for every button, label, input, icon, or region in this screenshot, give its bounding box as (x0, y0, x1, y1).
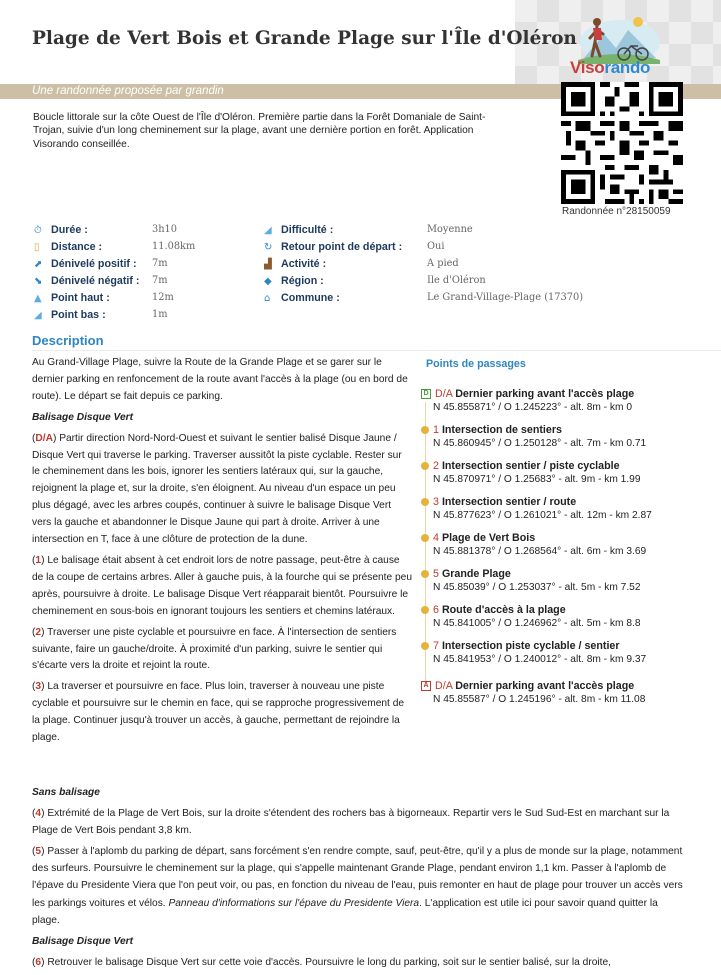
waypoint-dot-icon (421, 498, 429, 506)
info-label: Dénivelé négatif : (51, 275, 140, 287)
end-flag-icon: A (421, 681, 431, 691)
elevation-gain-icon: ⬈ (34, 259, 43, 270)
start-flag-icon: D (421, 389, 431, 399)
info-label: Dénivelé positif : (51, 258, 137, 270)
waypoint-coords: N 45.877623° / O 1.261021° - alt. 12m - km 2.87 (433, 510, 652, 521)
waypoint-coords: N 45.870971° / O 1.25683° - alt. 9m - km 1.99 (433, 474, 641, 485)
waypoint-coords: N 45.881378° / O 1.268564° - alt. 6m - km 3.69 (433, 546, 647, 557)
visorando-logo-wordmark: Visorando (570, 58, 651, 77)
waypoint-3: 3 Intersection sentier / route N 45.877623° / O 1.261021° - alt. 12m - km 2.87 (421, 496, 721, 523)
info-label: Durée : (51, 224, 88, 236)
waypoint-4: 4 Plage de Vert Bois N 45.881378° / O 1.268564° - alt. 6m - km 3.69 (421, 532, 721, 559)
info-label: Difficulté : (281, 224, 334, 236)
waypoint-dot-icon (421, 534, 429, 542)
description-paragraph: Au Grand-Village Plage, suivre la Route de la Grande Plage et se garer sur le dernier parking en renfoncement de la route avant l'accès à la plage (ou en bord de route). Le départ se fait depuis ce parking. (32, 357, 408, 402)
description-paragraph: (5) Passer à l'aplomb du parking de départ, sans forcément s'en rendre compte, sauf, peut-être, qu'il y a plus de monde sur la plage, notamment des surfeurs. Poursuivre le cheminement sur la plage, qui s'appelle maintenant Grande Plage, pendant environ 1,1 km. Passer à l'aplomb de l'épave du Presidente Viera que l'on peut voir, ou pas, en fonction du niveau de l'eau, puis remonter en haut de plage pour trouver un accès vers les parkings voitures et vélos. Panneau d'informations sur l'épave du Presidente Viera. L'application est utile ici pour savoir quand quitter la plage. (32, 846, 683, 926)
town-hall-icon: ⌂ (264, 293, 271, 304)
info-value: A pied (427, 258, 459, 269)
info-value: 3h10 (152, 224, 178, 235)
info-label: Commune : (281, 292, 340, 304)
info-value: Moyenne (427, 224, 473, 235)
description-continued (32, 784, 688, 975)
waypoint-start: D D/A Dernier parking avant l'accès plage N 45.855871° / O 1.245223° - alt. 8m - km 0 (421, 388, 721, 415)
waypoint-ref: 5 (35, 846, 42, 858)
marking-heading: Balisage Disque Vert (32, 411, 133, 423)
waypoint-coords: N 45.85587° / O 1.245196° - alt. 8m - km 11.08 (433, 694, 646, 705)
waypoint-coords: N 45.841005° / O 1.246962° - alt. 5m - km 8.8 (433, 618, 641, 629)
waypoint-dot-icon (421, 462, 429, 470)
region-map-icon: ◆ (264, 276, 272, 287)
waypoint-coords: N 45.85039° / O 1.253037° - alt. 5m - km 7.52 (433, 582, 641, 593)
info-value: Ile d'Oléron (427, 275, 486, 286)
waypoint-7: 7 Intersection piste cyclable / sentier N 45.841953° / O 1.240012° - alt. 8m - km 9.37 (421, 640, 721, 667)
info-value: 7m (152, 275, 168, 286)
description-column (32, 355, 412, 751)
distance-icon: ▯ (34, 242, 40, 253)
author-subtitle: Une randonnée proposée par grandin (32, 85, 224, 97)
description-paragraph: (1) Le balisage était absent à cet endroit lors de notre passage, peut-être à cause de la coupe de certains arbres. Aller à gauche puis, à la fourche qui se présente peu après, poursuivre à droite. Le balisage Disque Vert réapparait bientôt. Poursuivre le cheminement en sous-bois en ignorant toujours les sentiers et chemins latéraux. (32, 554, 413, 617)
info-label: Distance : (51, 241, 103, 253)
waypoint-dot-icon (421, 642, 429, 650)
marking-heading: Sans balisage (32, 787, 100, 798)
hiking-boot-icon: ▟ (264, 259, 272, 270)
waypoint-dot-icon (421, 426, 429, 434)
info-value: 12m (152, 292, 174, 303)
description-paragraph: (3) La traverser et poursuivre en face. Plus loin, traverser à nouveau une piste cyclable et poursuivre sur le chemin en face, qui se rapproche progressivement de la plage. Continuer jusqu'à trouver un accès, à gauche, permettant de rejoindre la plage. (32, 681, 405, 744)
waypoint-5: 5 Grande Plage N 45.85039° / O 1.253037° - alt. 5m - km 7.52 (421, 568, 721, 595)
hike-number: Randonnée n°28150059 (562, 206, 671, 217)
waypoint-ref: D/A (35, 432, 53, 444)
description-paragraph: (2) Traverser une piste cyclable et poursuivre en face. À l'intersection de sentiers suivante, faire un gauche/droite. À proximité d'un parking, suivre le sentier qui s'écarte vers la droite et rejoint la route. (32, 626, 397, 672)
elevation-loss-icon: ⬊ (34, 276, 43, 287)
waypoint-1: 1 Intersection de sentiers N 45.860945° / O 1.250128° - alt. 7m - km 0.71 (421, 424, 721, 451)
info-value: Oui (427, 241, 445, 252)
waypoint-dot-icon (421, 606, 429, 614)
waypoint-6: 6 Route d'accès à la plage N 45.841005° / O 1.246962° - alt. 5m - km 8.8 (421, 604, 721, 631)
waypoints-title: Points de passages (426, 358, 526, 370)
waypoint-2: 2 Intersection sentier / piste cyclable N 45.870971° / O 1.25683° - alt. 9m - km 1.99 (421, 460, 721, 487)
waypoint-ref: 2 (35, 626, 42, 638)
marking-heading: Balisage Disque Vert (32, 935, 133, 947)
description-paragraph: (4) Extrémité de la Plage de Vert Bois, sur la droite s'étendent des rochers bas à bigorneaux. Repartir vers le Sud Sud-Est en marchant sur la Plage de Vert Bois pendant 3,8 km. (32, 808, 670, 837)
description-paragraph: (6) Retrouver le balisage Disque Vert sur cette voie d'accès. Poursuivre le long du parking, soit sur le sentier balisé, sur la droite, (32, 956, 611, 968)
info-value: 7m (152, 258, 168, 269)
waypoint-ref: 4 (35, 808, 42, 820)
waypoint-coords: N 45.855871° / O 1.245223° - alt. 8m - km 0 (433, 402, 632, 413)
waypoint-coords: N 45.841953° / O 1.240012° - alt. 8m - km 9.37 (433, 654, 647, 665)
info-value: Le Grand-Village-Plage (17370) (427, 292, 584, 303)
qr-code (561, 82, 683, 204)
difficulty-icon: ◢ (264, 225, 272, 236)
intro-text: Boucle littorale sur la côte Ouest de l'Île d'Oléron. Première partie dans la Forêt Domaniale de Saint-Trojan, suivie d'un long cheminement sur la plage, avant une dernière portion en forêt. Application Visorando conseillée. (33, 112, 486, 150)
waypoint-coords: N 45.860945° / O 1.250128° - alt. 7m - km 0.71 (433, 438, 647, 449)
page-title: Plage de Vert Bois et Grande Plage sur l'Île d'Oléron (32, 28, 577, 49)
high-point-icon: ▲ (34, 293, 42, 304)
info-label: Activité : (281, 258, 327, 270)
info-value: 1m (152, 309, 168, 320)
waypoint-ref: 3 (35, 681, 42, 693)
section-divider (32, 350, 721, 351)
loop-icon: ↻ (264, 242, 273, 253)
waypoint-ref: 6 (35, 956, 42, 968)
stopwatch-icon: ⏱ (34, 225, 42, 236)
waypoint-ref: 1 (35, 554, 42, 566)
info-value: 11.08km (152, 241, 196, 252)
low-point-icon: ◢ (34, 310, 42, 321)
info-label: Point haut : (51, 292, 110, 304)
info-label: Point bas : (51, 309, 106, 321)
waypoint-end: A D/A Dernier parking avant l'accès plage N 45.85587° / O 1.245196° - alt. 8m - km 11.08 (421, 680, 721, 707)
waypoint-dot-icon (421, 570, 429, 578)
info-label: Retour point de départ : (281, 241, 403, 253)
description-paragraph: (D/A) Partir direction Nord-Nord-Ouest et suivant le sentier balisé Disque Jaune / Disque Vert qui traverse le parking. Traverser aussitôt la piste cyclable. Rester sur le cheminement dans les bois, ignorer les sentiers latéraux qui, sur la gauche, rejoignent la plage et, sur la droite, s'en éloignent. Au niveau d'un espace un peu plus dégagé, avec les arbres coupés, continuer à suivre le balisage Disque Vert vers la gauche et abandonner le Disque Jaune qui part à droite. Arriver à une intersection en T, face à une clôture de protection de la dune. (32, 432, 402, 546)
info-label: Région : (281, 275, 324, 287)
description-title: Description (32, 333, 104, 348)
